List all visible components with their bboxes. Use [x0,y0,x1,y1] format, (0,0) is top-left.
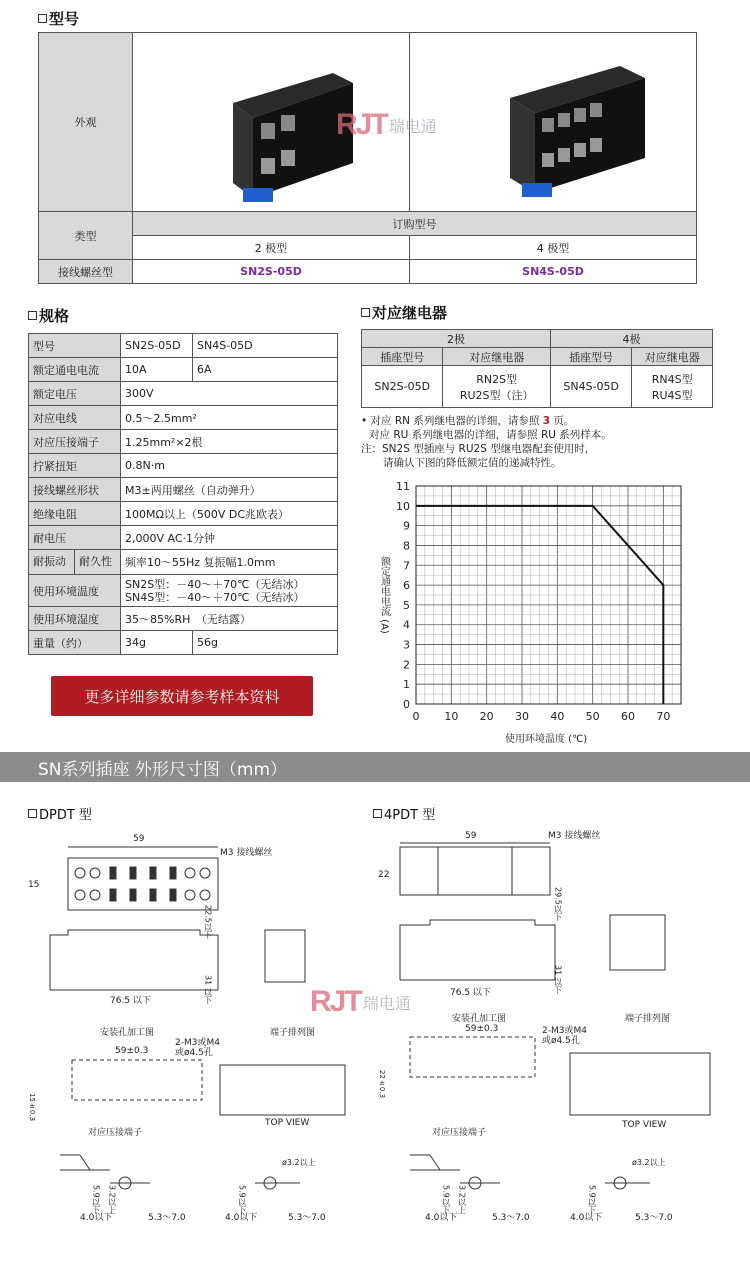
section-title-model: 型号 [38,8,79,29]
svg-text:M3 接线螺丝: M3 接线螺丝 [548,831,601,841]
svg-text:5.3～7.0: 5.3～7.0 [635,1213,673,1223]
svg-text:31 以下: 31 以下 [553,965,563,994]
svg-text:4.0以下: 4.0以下 [80,1213,113,1223]
svg-text:端子排列图: 端子排列图 [270,1028,316,1038]
svg-text:15: 15 [28,880,40,890]
x-tick-label: 70 [656,710,671,723]
svg-text:M3 接线螺丝: M3 接线螺丝 [220,848,273,858]
socket-4pole-image [410,33,697,212]
y-tick-label: 4 [403,618,410,632]
part-number-4: SN4S-05D [410,260,697,284]
type-label: 类型 [39,212,133,260]
section-title-dpdt: DPDT 型 [28,804,92,823]
section-title-spec: 规格 [28,305,69,326]
svg-text:2-M3或M4: 2-M3或M4 [542,1026,587,1036]
terminal-label: 接线螺丝型 [39,260,133,284]
svg-text:59: 59 [133,834,145,844]
svg-text:4.0以下: 4.0以下 [425,1213,458,1223]
x-tick-label: 40 [550,710,565,723]
y-tick-label: 5 [403,598,410,612]
y-tick-label: 6 [403,579,410,593]
model-table [38,32,697,284]
svg-text:5.9以下: 5.9以下 [441,1185,451,1214]
svg-text:5.9以下: 5.9以下 [237,1185,247,1214]
y-tick-label: 0 [403,698,410,711]
svg-text:5.3～7.0: 5.3～7.0 [148,1213,186,1223]
y-tick-label: 3 [403,638,410,652]
y-tick-label: 8 [403,539,410,553]
svg-text:29.5以下: 29.5以下 [553,887,563,921]
y-tick-label: 11 [396,480,410,493]
svg-text:2-M3或M4: 2-M3或M4 [175,1038,220,1048]
section-title-relay: 对应继电器 [361,302,447,323]
derating-chart [370,476,710,752]
order-label: 订购型号 [133,212,697,236]
watermark-logo: RJT 瑞电通 [336,108,437,141]
svg-text:59±0.3: 59±0.3 [465,1024,499,1034]
dimension-banner: SN系列插座 外形尺寸图（mm） [0,752,750,782]
more-details-button[interactable]: 更多详细参数请参考样本资料 [51,676,313,716]
watermark-logo-2: RJT 瑞电通 [310,985,411,1018]
dpdt-drawing [20,825,360,1255]
spec-table: 型号 SN2S-05D SN4S-05D 额定通电电流 10A 6A 额定电压 300V 对应电线 0.5～2.5mm² 对应压接端子 1.25mm²×2根 拧紧扭矩 0.8N·m 接线螺丝形状 M3±两用螺丝（自动弹升） 绝缘电阻 100MΩ以上（500V DC兆欧表） 耐电压 2,000V AC·1分钟 耐振动 耐久性 频率10～55Hz 复振幅1.0mm 使用环境温度 SN2S型：－40～＋70℃（无结冰） SN4S型：－40～＋70℃（无结冰） 使用环境湿度 35～85%RH （无结露） 重量（约） 34g 56g [28,333,338,655]
svg-text:TOP VIEW: TOP VIEW [622,1120,667,1130]
svg-text:59±0.3: 59±0.3 [115,1046,149,1056]
x-tick-label: 60 [621,710,635,723]
y-tick-label: 10 [396,499,410,513]
svg-text:对应压接端子: 对应压接端子 [88,1128,143,1138]
svg-text:或ø4.5孔: 或ø4.5孔 [542,1036,580,1046]
svg-text:4.0以下: 4.0以下 [570,1213,603,1223]
svg-text:TOP VIEW: TOP VIEW [265,1118,310,1128]
svg-text:31 以下: 31 以下 [203,975,213,1004]
svg-text:端子排列图: 端子排列图 [625,1014,671,1024]
pole4-label: 4 极型 [410,236,697,260]
svg-text:59: 59 [465,831,477,841]
svg-text:22: 22 [378,870,390,880]
y-tick-label: 7 [403,559,410,573]
4pdt-drawing [370,825,730,1255]
x-tick-label: 20 [479,710,494,723]
svg-text:15±0.3: 15±0.3 [28,1093,36,1122]
svg-text:安装孔加工图: 安装孔加工图 [452,1014,507,1024]
pole2-label: 2 极型 [133,236,410,260]
x-tick-label: 30 [515,710,529,723]
svg-text:ø3.2以上: ø3.2以上 [282,1158,316,1167]
x-tick-label: 10 [444,710,459,723]
x-tick-label: 50 [585,710,600,723]
y-axis-label: 额定通电电流 (A) [378,556,390,634]
relay-notes: • 对应 RN 系列继电器的详细，请参照 3 页。 对应 RU 系列继电器的详细，请参照 RU 系列样本。 注：SN2S 型插座与 RU2S 型继电器配套使用时， 请确认下图的降低额定值的递减特性。 [361,415,612,469]
y-tick-label: 2 [403,658,410,672]
x-tick-label: 0 [412,710,420,723]
svg-text:22±0.3: 22±0.3 [378,1070,386,1099]
y-tick-label: 9 [403,519,410,533]
svg-text:3.2以上: 3.2以上 [457,1185,467,1214]
relay-table: 2极 4极 插座型号 对应继电器 插座型号 对应继电器 SN2S-05D RN2S型 RU2S型（注） SN4S-05D RN4S型 RU4S型 [361,329,713,408]
y-tick-label: 1 [403,678,410,692]
svg-text:76.5 以下: 76.5 以下 [110,996,151,1006]
svg-text:22.5以下: 22.5以下 [203,905,213,939]
svg-text:ø3.2以上: ø3.2以上 [632,1158,666,1167]
x-axis-label: 使用环境温度 (℃) [505,734,588,745]
svg-text:对应压接端子: 对应压接端子 [432,1128,487,1138]
appearance-label: 外观 [39,33,133,212]
svg-text:或ø4.5孔: 或ø4.5孔 [175,1048,213,1058]
svg-text:76.5 以下: 76.5 以下 [450,988,491,998]
part-number-2: SN2S-05D [133,260,410,284]
section-title-4pdt: 4PDT 型 [373,804,435,823]
svg-text:5.9以下: 5.9以下 [91,1185,101,1214]
svg-text:5.3～7.0: 5.3～7.0 [288,1213,326,1223]
svg-text:安装孔加工图: 安装孔加工图 [100,1028,155,1038]
svg-text:5.9以下: 5.9以下 [587,1185,597,1214]
svg-text:3.2以上: 3.2以上 [107,1185,117,1214]
svg-text:5.3～7.0: 5.3～7.0 [492,1213,530,1223]
svg-text:4.0以下: 4.0以下 [225,1213,258,1223]
